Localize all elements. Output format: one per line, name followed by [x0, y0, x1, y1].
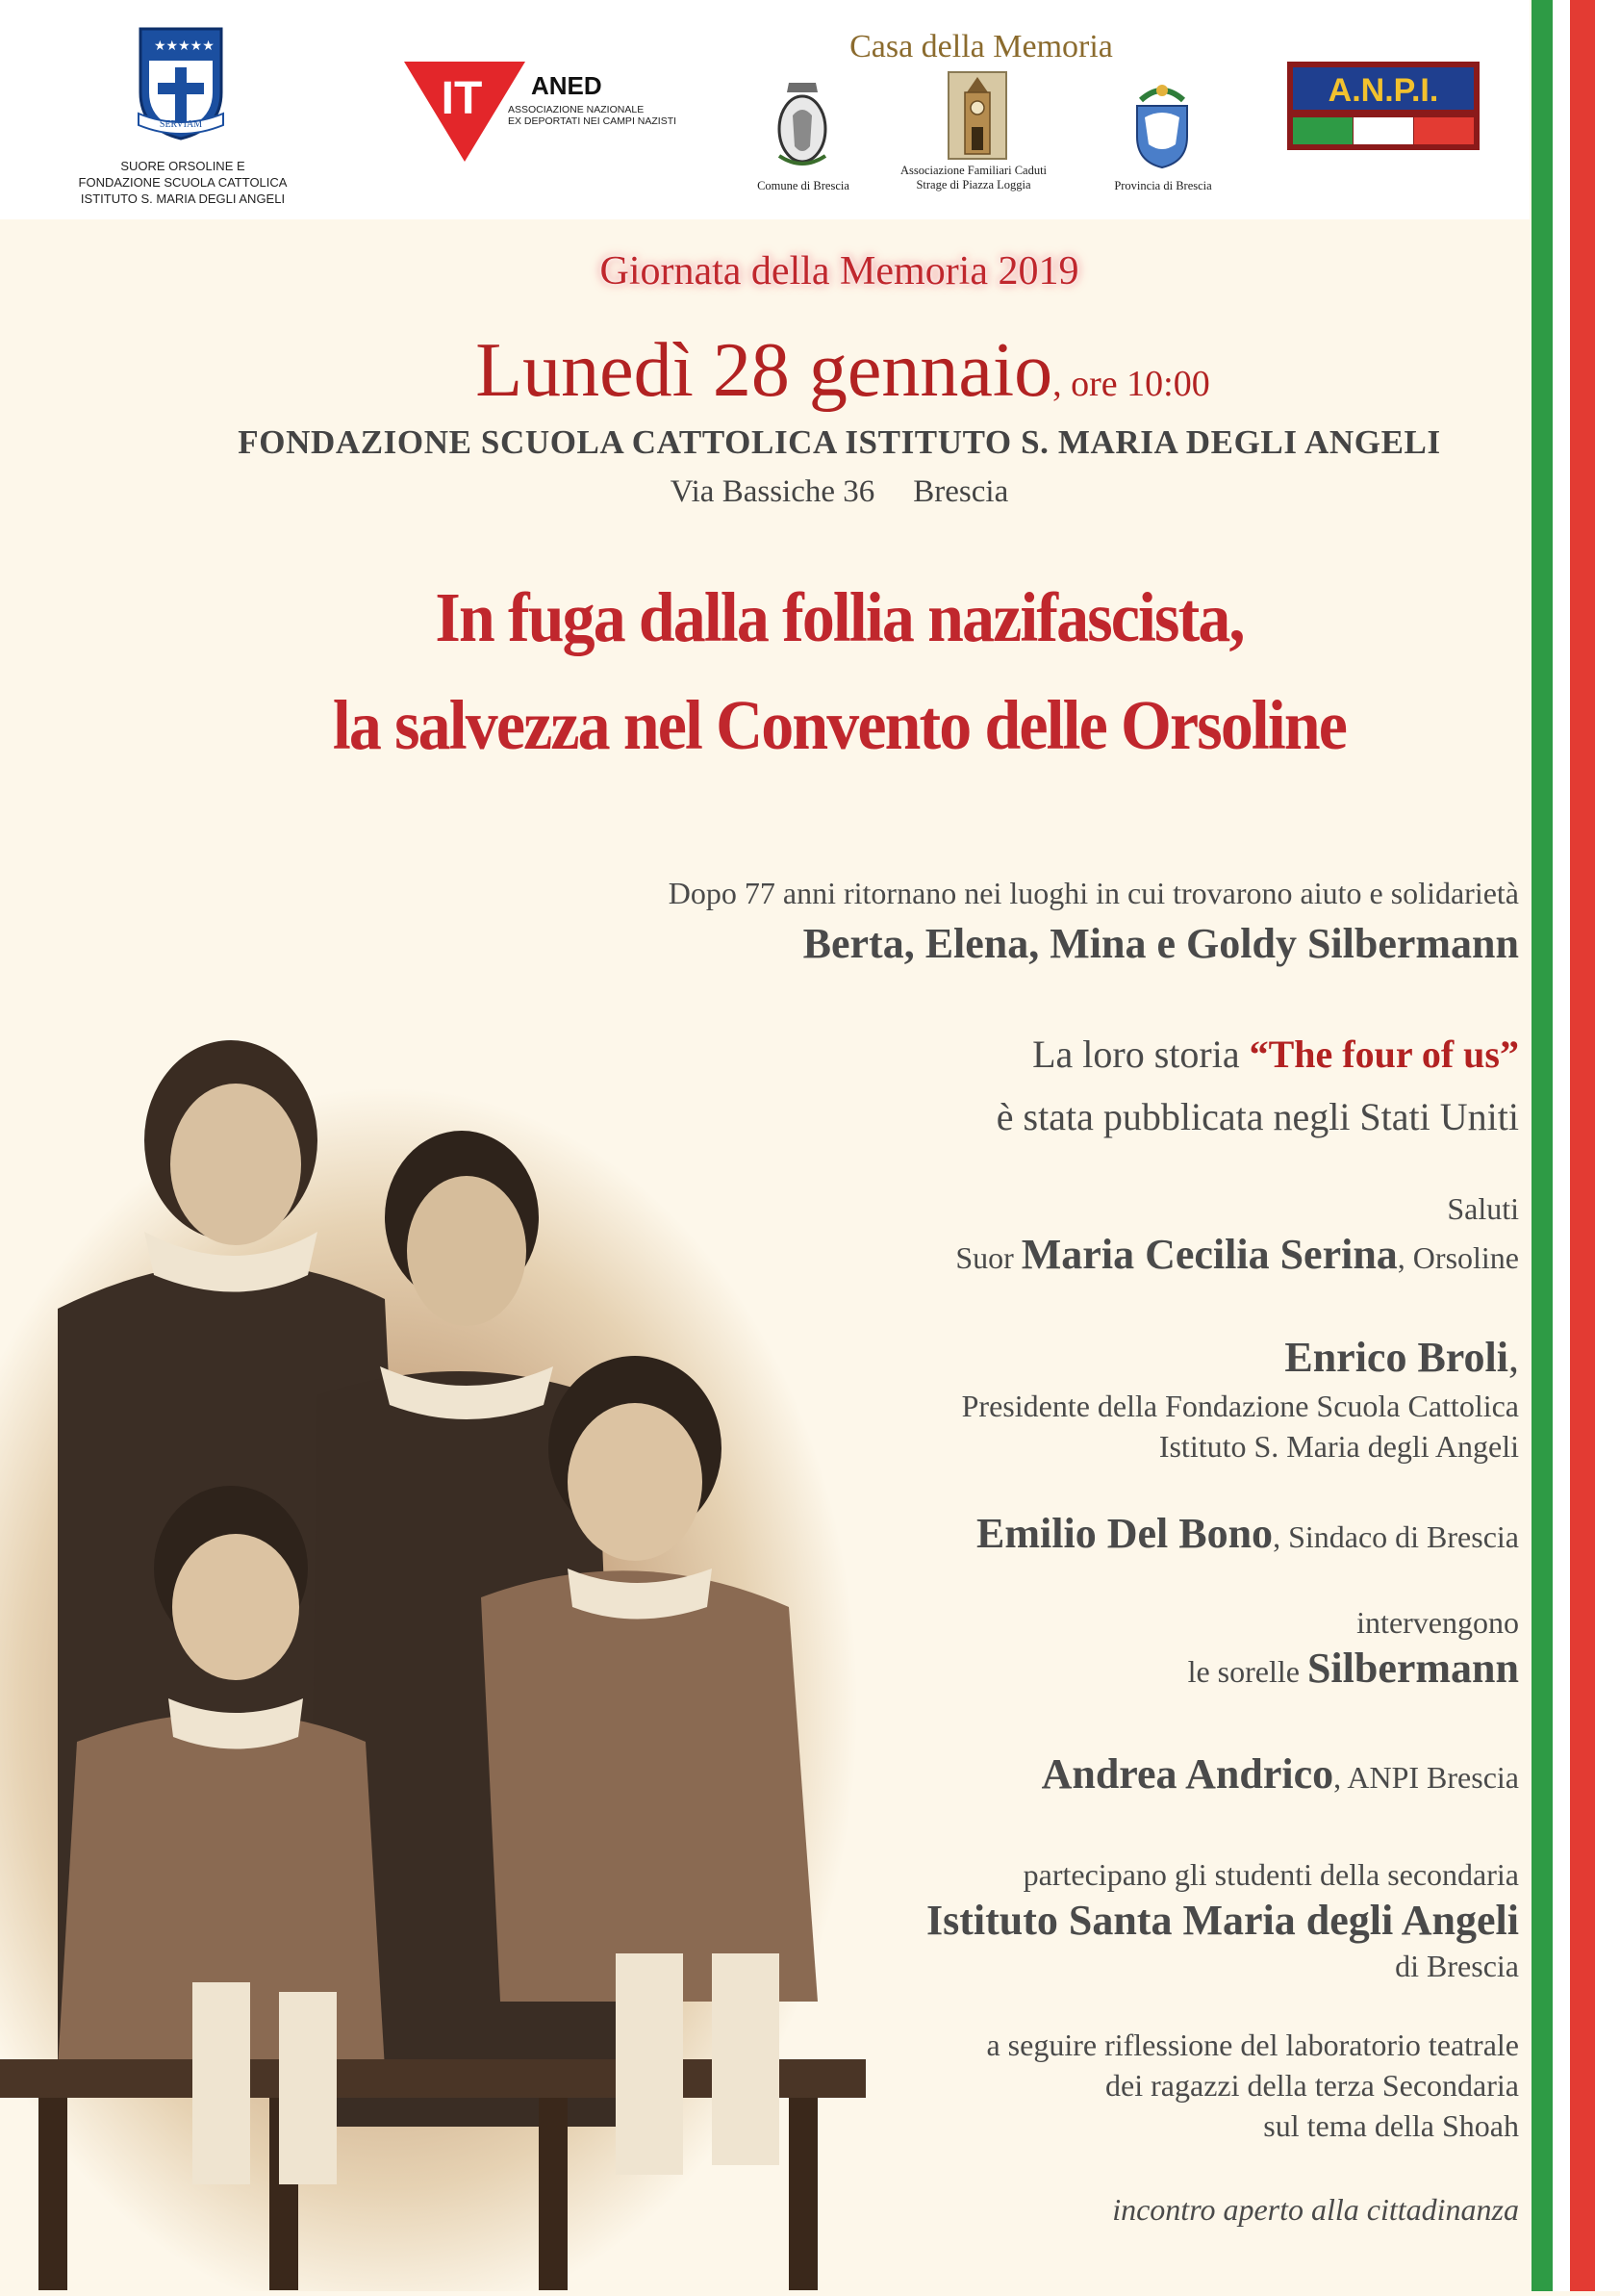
- casa-memoria-title: Casa della Memoria: [849, 29, 1113, 64]
- program-intro: Dopo 77 anni ritornano nei luoghi in cui trovarono aiuto e solidarietà: [668, 876, 1519, 910]
- anpi-logo: [1287, 62, 1480, 150]
- story-line-2: è stata pubblicata negli Stati Uniti: [996, 1095, 1519, 1138]
- orsoline-caption-line: SUORE ORSOLINE E: [120, 159, 245, 173]
- associazione-caption: [868, 164, 1079, 192]
- studenti-line-2: Istituto Santa Maria degli Angeli: [925, 1897, 1519, 1944]
- orsoline-shield-logo: [135, 25, 227, 140]
- delbono-role: , Sindaco di Brescia: [1273, 1519, 1519, 1554]
- orsoline-caption-line: FONDAZIONE SCUOLA CATTOLICA: [78, 175, 288, 190]
- suor-suffix: , Orsoline: [1397, 1240, 1519, 1275]
- sorelle-prefix: le sorelle: [1187, 1654, 1307, 1689]
- event-address: [0, 474, 1620, 510]
- aned-subtitle: [508, 104, 676, 127]
- aned-badge: IT: [441, 73, 483, 124]
- orsoline-motto: SERVIAM: [159, 119, 203, 130]
- sorelle-name: Silbermann: [1306, 1645, 1519, 1692]
- suor-prefix: Suor: [955, 1240, 1022, 1275]
- program-sisters: Berta, Elena, Mina e Goldy Silbermann: [802, 920, 1519, 967]
- broli-comma: ,: [1508, 1334, 1519, 1381]
- laboratorio-line-3: sul tema della Shoah: [1263, 2108, 1519, 2143]
- andrico-name: Andrea Andrico: [1041, 1750, 1334, 1798]
- suor-name: Maria Cecilia Serina: [1021, 1231, 1398, 1278]
- comune-brescia-caption: Comune di Brescia: [757, 179, 849, 192]
- associazione-caption-line: Strage di Piazza Loggia: [916, 178, 1031, 191]
- closing-note: incontro aperto alla cittadinanza: [1112, 2192, 1519, 2227]
- silbermann-sisters-photo: [0, 991, 924, 2291]
- story-prefix: La loro storia: [1032, 1033, 1250, 1076]
- delbono-name: Emilio Del Bono: [976, 1510, 1274, 1557]
- broli-line: [1284, 1333, 1519, 1382]
- event-time: , ore 10:00: [1052, 364, 1210, 404]
- orsoline-caption-line: ISTITUTO S. MARIA DEGLI ANGELI: [80, 191, 286, 206]
- orsoline-caption: [58, 158, 308, 207]
- laboratorio-line-2: dei ragazzi della terza Secondaria: [1105, 2068, 1519, 2103]
- story-title: “The four of us”: [1249, 1033, 1519, 1076]
- anpi-label: A.N.P.I.: [1328, 72, 1439, 109]
- intervengono-label: intervengono: [1356, 1605, 1519, 1640]
- studenti-line-1: partecipano gli studenti della secondaria: [1023, 1857, 1519, 1892]
- sorelle-line: [1188, 1644, 1519, 1693]
- piazza-loggia-tower-logo: [948, 71, 1007, 160]
- associazione-caption-line: Associazione Familiari Caduti: [899, 164, 1048, 177]
- headline-line-1: In fuga dalla follia nazifascista,: [435, 578, 1244, 656]
- saluti-label: Saluti: [1447, 1191, 1519, 1226]
- studenti-line-3: di Brescia: [1395, 1949, 1519, 1983]
- event-city: Brescia: [913, 474, 1009, 509]
- giornata-title: Giornata della Memoria 2019: [599, 249, 1079, 293]
- aned-subtitle-line: EX DEPORTATI NEI CAMPI NAZISTI: [508, 115, 677, 127]
- provincia-brescia-crest: [1127, 81, 1197, 169]
- svg-text:★★★★★: ★★★★★: [154, 38, 215, 54]
- story-line-1: [1032, 1032, 1519, 1077]
- event-date: Lunedì 28 gennaio: [475, 328, 1053, 413]
- event-date-line: [0, 327, 1620, 415]
- comune-brescia-crest: [772, 79, 833, 171]
- aned-subtitle-line: ASSOCIAZIONE NAZIONALE: [508, 104, 645, 115]
- laboratorio-line-1: a seguire riflessione del laboratorio teatrale: [986, 2028, 1519, 2062]
- headline-line-2: la salvezza nel Convento delle Orsoline: [332, 686, 1347, 764]
- event-venue: FONDAZIONE SCUOLA CATTOLICA ISTITUTO S. MARIA DEGLI ANGELI: [238, 423, 1441, 461]
- suor-line: [955, 1230, 1519, 1279]
- broli-role-1: Presidente della Fondazione Scuola Cattolica: [961, 1389, 1519, 1423]
- aned-title: ANED: [531, 71, 602, 100]
- provincia-brescia-caption: Provincia di Brescia: [1114, 179, 1212, 192]
- broli-role-2: Istituto S. Maria degli Angeli: [1158, 1429, 1519, 1464]
- andrico-line: [1042, 1749, 1519, 1799]
- broli-name: Enrico Broli: [1284, 1334, 1508, 1381]
- event-street: Via Bassiche 36: [670, 474, 875, 509]
- delbono-line: [976, 1509, 1519, 1558]
- andrico-role: , ANPI Brescia: [1333, 1760, 1519, 1795]
